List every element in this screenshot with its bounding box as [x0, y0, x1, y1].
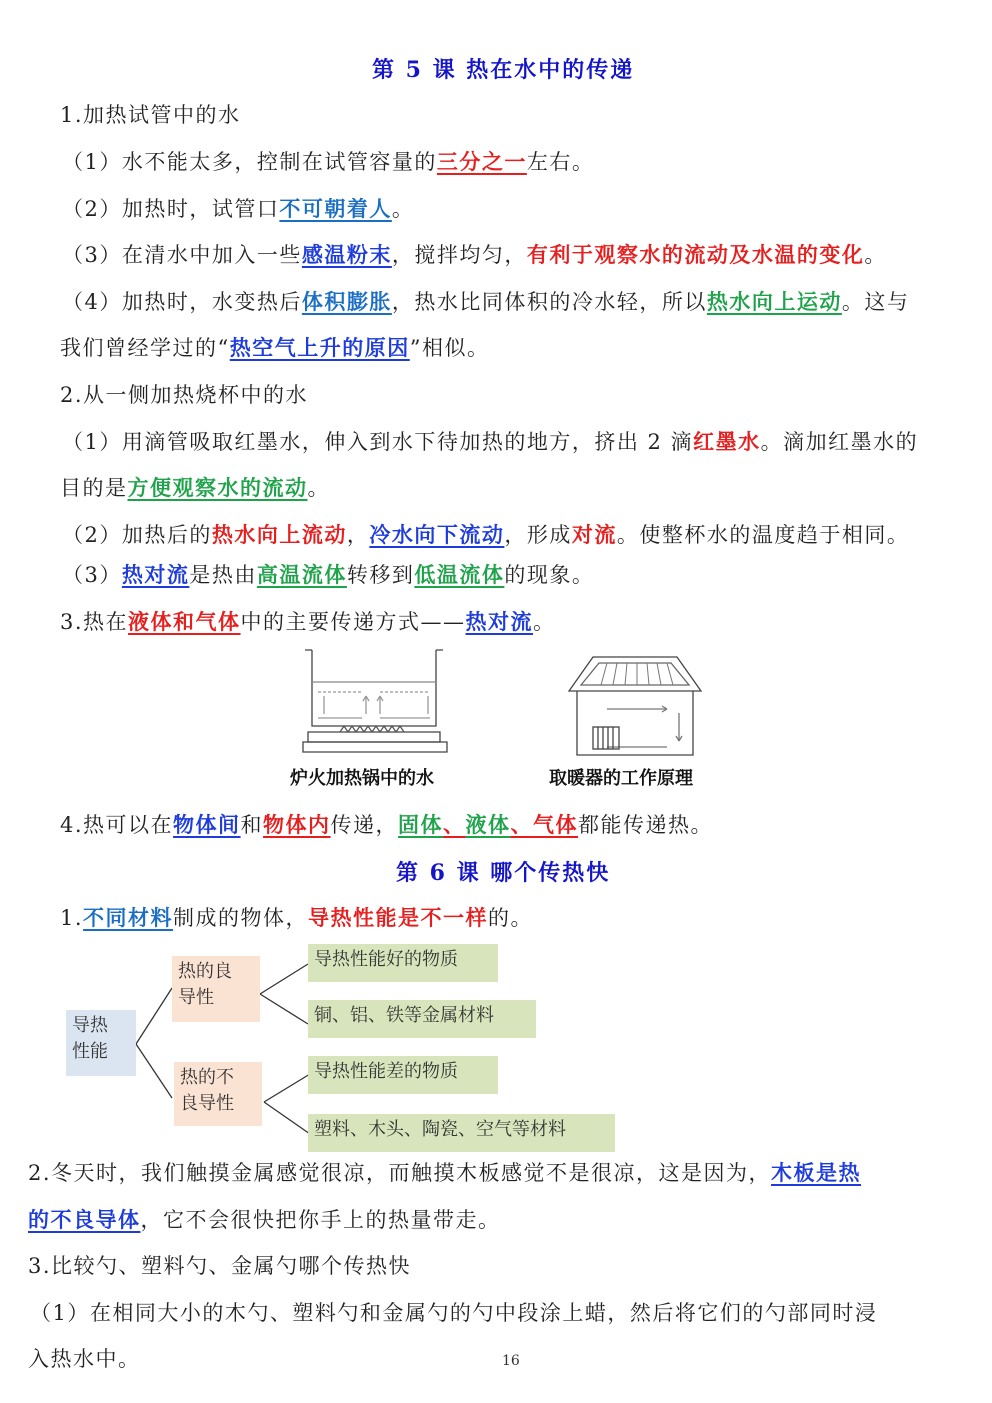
page-number: 16 — [502, 1353, 520, 1369]
text: ，热水比同体积的冷水轻，所以 — [391, 290, 707, 314]
highlight: 有利于观察水的流动及水温的变化 — [526, 243, 865, 267]
poor-conductor-node — [174, 1062, 262, 1126]
text: ， — [346, 523, 370, 547]
answer-blank: 热空气上升的原因 — [229, 336, 410, 360]
text: 。滴加红墨水的 — [760, 430, 919, 454]
text: 都能传递热。 — [578, 813, 714, 837]
text: （4）加热时，水变热后 — [62, 290, 302, 314]
answer-blank: 方便观察水的流动 — [127, 476, 308, 500]
text: 。 — [307, 476, 330, 500]
text: 制成的物体， — [173, 906, 309, 930]
text: （3）在清水中加入一些 — [62, 243, 302, 267]
pot-outline — [312, 650, 436, 726]
highlight: 导热性能是不一样 — [308, 906, 489, 930]
l6-s3-heading: 3.比较勺、塑料勺、金属勺哪个传热快 — [28, 1254, 412, 1278]
text: 的。 — [488, 906, 534, 930]
answer-blank: 高温流体 — [256, 563, 347, 587]
root-node — [66, 1010, 136, 1076]
s2-p1 — [62, 427, 918, 457]
l6-s2b — [28, 1205, 501, 1235]
branch-line — [264, 1074, 310, 1102]
answer-blank: 固体 — [398, 813, 444, 837]
radiator-icon — [593, 727, 619, 749]
fig1-caption: 炉火加热锅中的水 — [290, 768, 434, 789]
text: ，它不会很快把你手上的热量带走。 — [140, 1208, 501, 1232]
answer-blank: 的不良导体 — [28, 1208, 141, 1232]
branch-line — [260, 964, 308, 994]
text: 和 — [240, 813, 264, 837]
highlight: 热水向上流动 — [211, 523, 347, 547]
highlight: 红墨水 — [693, 430, 761, 454]
text: 。使整杯水的温度趋于相同。 — [616, 523, 910, 547]
fig2-caption: 取暖器的工作原理 — [549, 768, 693, 789]
s4 — [60, 810, 713, 840]
text: 。 — [864, 243, 887, 267]
answer-blank: 体积膨胀 — [301, 290, 392, 314]
text: 目的是 — [60, 476, 128, 500]
good-item-1: 导热性能好的物质 — [308, 944, 498, 982]
answer-blank: 低温流体 — [414, 563, 505, 587]
answer-blank: 气体 — [533, 813, 579, 837]
text: 。 — [391, 197, 415, 221]
text: 中的主要传递方式—— — [240, 610, 466, 634]
text: 传递， — [330, 813, 399, 837]
branch-line — [260, 994, 308, 1024]
answer-blank: 液体 — [465, 813, 511, 837]
text: （2）加热后的 — [62, 523, 212, 547]
text: 、 — [510, 813, 534, 837]
s2-heading: 2.从一侧加热烧杯中的水 — [60, 383, 309, 407]
text: 的现象。 — [504, 563, 595, 587]
text: 左右。 — [526, 150, 595, 174]
lesson5-title: 第 5 课 热在水中的传递 — [372, 57, 635, 83]
answer-blank: 不同材料 — [83, 906, 174, 930]
text: （3） — [62, 563, 122, 587]
root-line: 性能 — [72, 1041, 108, 1062]
answer-blank: 不可朝着人 — [279, 197, 392, 221]
answer-blank: 物体内 — [263, 813, 331, 837]
text: （2）加热时，试管口 — [62, 197, 280, 221]
branch-line — [136, 1044, 172, 1098]
answer-blank: 热水向上运动 — [706, 290, 842, 314]
heater-convection-figure — [567, 655, 703, 757]
good-conductor-node — [172, 956, 260, 1022]
answer-blank: 感温粉末 — [301, 243, 392, 267]
answer-blank: 热对流 — [465, 610, 534, 634]
stove-top — [308, 732, 440, 742]
text: 3.热在 — [60, 610, 129, 634]
branch-line — [136, 988, 172, 1044]
answer-blank: 冷水向下流动 — [369, 523, 505, 547]
node-line: 良导性 — [180, 1093, 234, 1114]
s1-p4b — [60, 333, 490, 363]
bad-item-1: 导热性能差的物质 — [308, 1056, 498, 1094]
roof — [569, 657, 701, 691]
text: （1）用滴管吸取红墨水，伸入到水下待加热的地方，挤出 2 滴 — [62, 430, 694, 454]
answer-blank: 物体间 — [173, 813, 241, 837]
text: ”相似。 — [409, 336, 490, 360]
text: （1）水不能太多，控制在试管容量的 — [62, 150, 437, 174]
s1-p1 — [62, 147, 594, 177]
answer-blank: 木板是热 — [771, 1161, 862, 1185]
node-line: 导性 — [178, 987, 214, 1008]
text: 转移到 — [346, 563, 415, 587]
good-item-2: 铜、铝、铁等金属材料 — [308, 1000, 536, 1038]
l6-s3-p1: （1）在相同大小的木勺、塑料勺和金属勺的勺中段涂上蜡，然后将它们的勺部同时浸 — [30, 1301, 878, 1325]
text: 、 — [443, 813, 466, 837]
highlight: 对流 — [571, 523, 617, 547]
answer-blank: 三分之一 — [436, 150, 527, 174]
text: 我们曾经学过的“ — [60, 336, 230, 360]
node-line: 热的不 — [180, 1067, 234, 1088]
l6-s2 — [28, 1158, 861, 1188]
answer-blank: 热对流 — [121, 563, 190, 587]
walls — [577, 691, 693, 755]
l6-s3-p1b: 入热水中。 — [28, 1347, 141, 1371]
text: 4.热可以在 — [60, 813, 174, 837]
text: 。 — [533, 610, 556, 634]
text: 1. — [60, 906, 84, 930]
branch-line — [264, 1102, 310, 1134]
lesson6-title: 第 6 课 哪个传热快 — [396, 860, 611, 886]
answer-blank: 液体和气体 — [128, 610, 241, 634]
s1-p3 — [62, 240, 887, 270]
root-line: 导热 — [72, 1015, 108, 1036]
s1-p2 — [62, 194, 414, 224]
flame-icon — [340, 726, 404, 732]
node-line: 热的良 — [178, 961, 232, 982]
l6-s1 — [60, 903, 533, 933]
s1-heading: 1.加热试管中的水 — [60, 103, 241, 127]
text: ，搅拌均匀， — [391, 243, 527, 267]
text: 2.冬天时，我们触摸金属感觉很凉，而触摸木板感觉不是很凉，这是因为， — [28, 1161, 772, 1185]
s2-p3 — [62, 560, 594, 590]
s1-p4 — [62, 287, 909, 317]
s3 — [60, 607, 556, 637]
text: 是热由 — [189, 563, 257, 587]
pot-convection-figure — [300, 648, 450, 760]
s2-p1b — [60, 473, 330, 503]
text: ，形成 — [504, 523, 572, 547]
text: 。这与 — [841, 290, 910, 314]
s2-p2 — [62, 520, 909, 550]
stove-base — [303, 742, 447, 752]
bad-item-2: 塑料、木头、陶瓷、空气等材料 — [308, 1114, 615, 1152]
